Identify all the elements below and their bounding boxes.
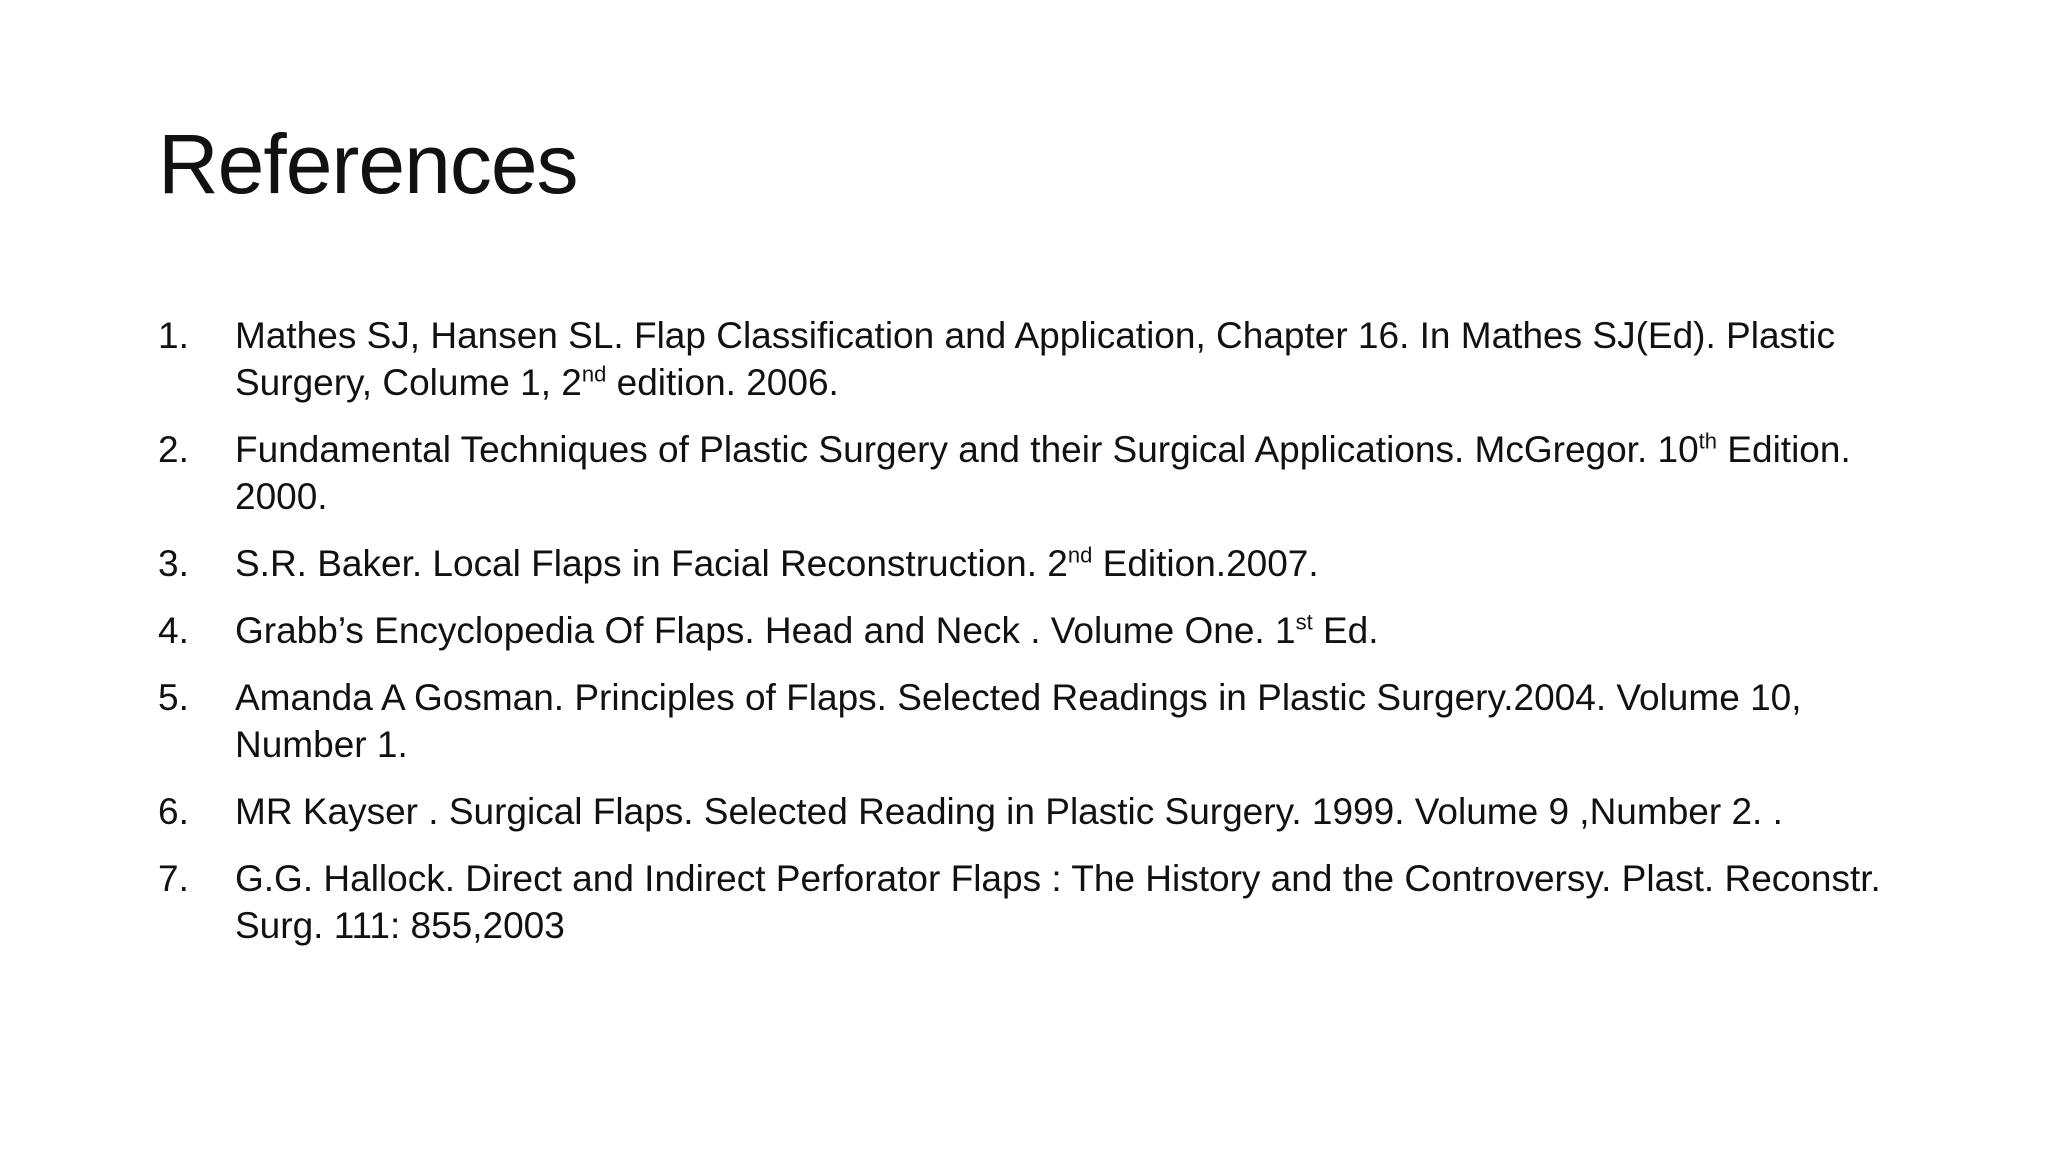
reference-number: 7. — [158, 858, 189, 899]
reference-item — [158, 540, 1918, 587]
reference-item — [158, 607, 1918, 654]
reference-number: 5. — [158, 677, 189, 718]
reference-list — [158, 312, 1918, 969]
slide-title: References — [158, 117, 578, 211]
reference-item — [158, 855, 1918, 949]
reference-text: MR Kayser . Surgical Flaps. Selected Reading in Plastic Surgery. 1999. Volume 9 ,Number 2. . — [235, 791, 1783, 832]
reference-text: Amanda A Gosman. Principles of Flaps. Selected Readings in Plastic Surgery.2004. Volume 10, Number 1. — [235, 677, 1802, 765]
ordinal-superscript: nd — [1067, 542, 1093, 568]
reference-item — [158, 312, 1918, 406]
reference-number: 6. — [158, 791, 189, 832]
reference-item — [158, 674, 1918, 768]
reference-number: 2. — [158, 429, 189, 470]
reference-number: 1. — [158, 315, 189, 356]
reference-text: G.G. Hallock. Direct and Indirect Perforator Flaps : The History and the Controversy. Plast. Reconstr. Surg. 111: 855,2003 — [235, 858, 1881, 946]
reference-text: Mathes SJ, Hansen SL. Flap Classification and Application, Chapter 16. In Mathes SJ(Ed). Plastic Surgery, Colume 1, 2nd edition. 2006. — [235, 315, 1836, 403]
ordinal-superscript: nd — [581, 361, 607, 387]
reference-item — [158, 426, 1918, 520]
ordinal-superscript: st — [1295, 609, 1313, 635]
reference-number: 3. — [158, 543, 189, 584]
reference-text: Grabb’s Encyclopedia Of Flaps. Head and Neck . Volume One. 1st Ed. — [235, 609, 1379, 651]
reference-number: 4. — [158, 610, 189, 651]
reference-item — [158, 788, 1918, 835]
ordinal-superscript: th — [1698, 428, 1718, 454]
reference-text: Fundamental Techniques of Plastic Surgery and their Surgical Applications. McGregor. 10th Edition. 2000. — [235, 428, 1851, 517]
reference-text: S.R. Baker. Local Flaps in Facial Reconstruction. 2nd Edition.2007. — [235, 542, 1319, 584]
